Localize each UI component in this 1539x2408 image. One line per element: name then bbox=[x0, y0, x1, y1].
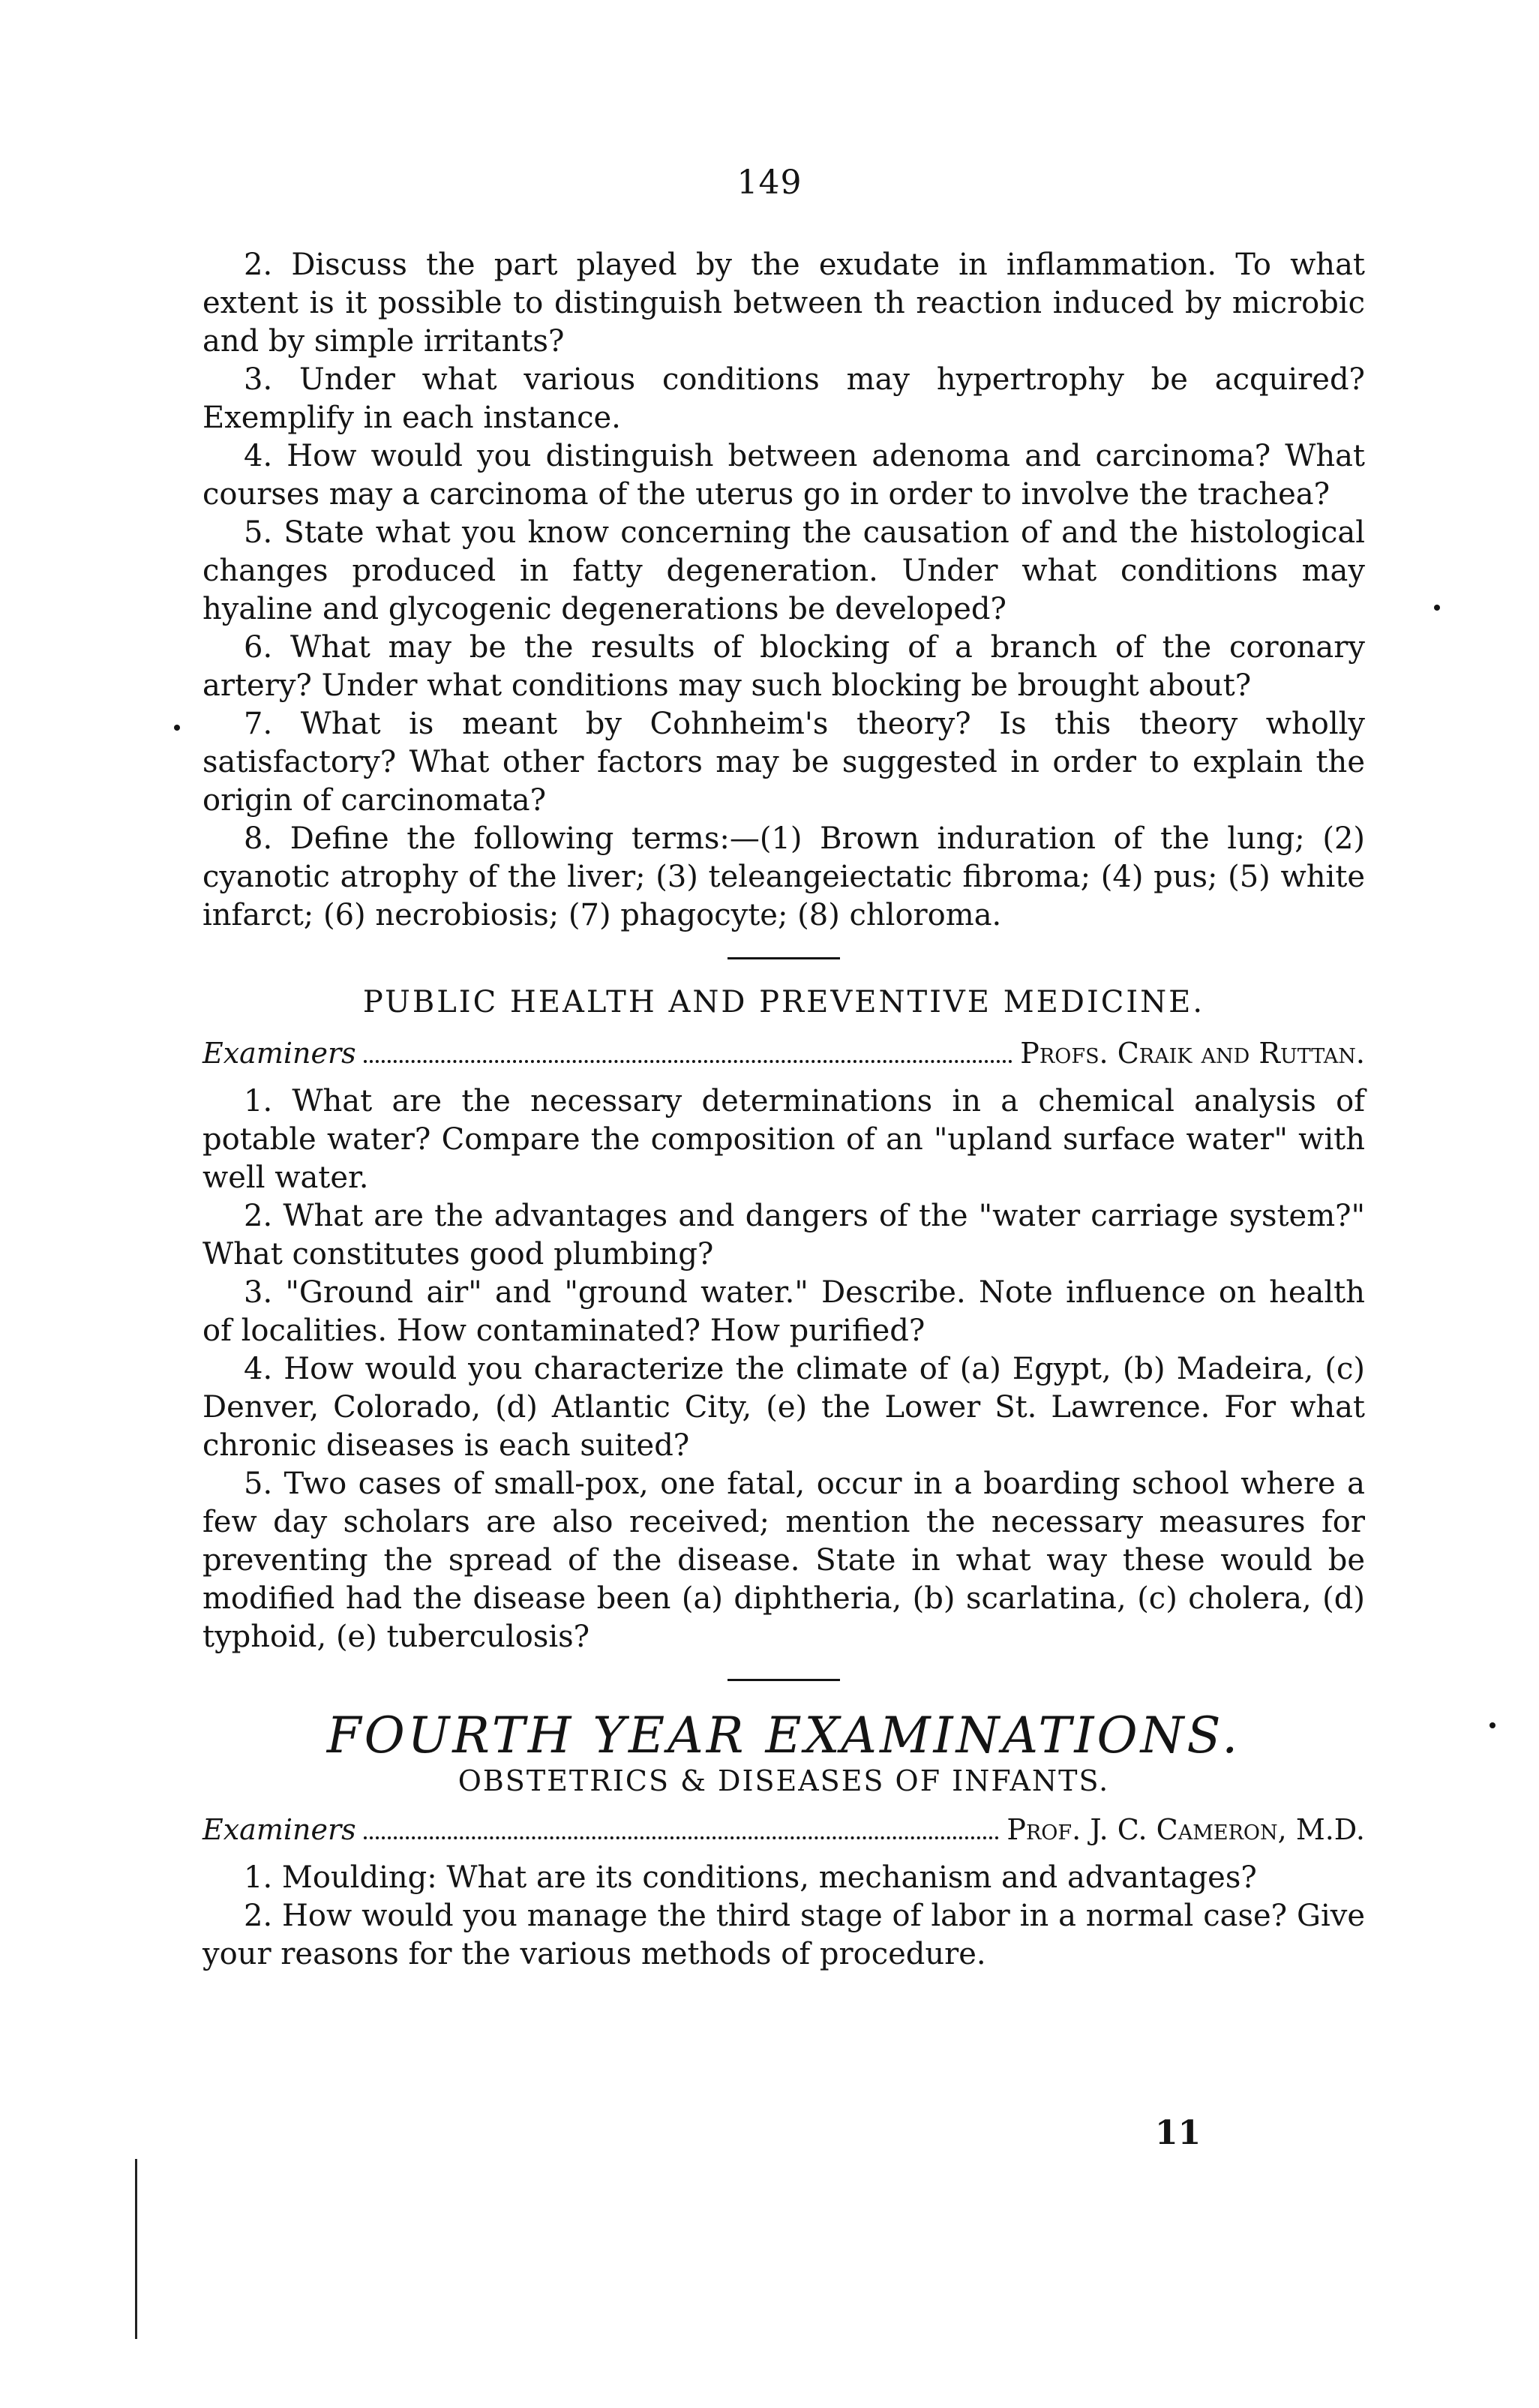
section-heading: PUBLIC HEALTH AND PREVENTIVE MEDICINE. bbox=[362, 985, 1205, 1019]
question-item: 2. Discuss the part played by the exudate in inflammation. To what extent is it possible to distinguish between th reaction induced by microbic and by simple irritants? bbox=[202, 248, 1365, 359]
examiners-label: Examiners bbox=[202, 1037, 356, 1070]
question-item: 5. Two cases of small-pox, one fatal, occur in a boarding school where a few day scholars are also received; mention the necessary measures for preventing the spread of the disease. State in what way these would be modified had the disease been (a) diphtheria, (b) scarlatina, (c) cholera, (d) typhoid, (e) tuberculosis? bbox=[202, 1467, 1365, 1654]
question-item: 4. How would you distinguish between adenoma and carcinoma? What courses may a carcinoma of the uterus go in order to involve the trachea? bbox=[202, 439, 1365, 512]
question-item: 2. What are the advantages and dangers of the "water carriage system?" What constitutes good plumbing? bbox=[202, 1199, 1365, 1272]
section-divider bbox=[728, 1679, 840, 1681]
leader-dots bbox=[364, 1060, 1013, 1063]
margin-speck bbox=[174, 725, 180, 731]
question-item: 5. State what you know concerning the causation of and the histological changes produced in fatty degeneration. Under what conditions may hyaline and glycogenic degenerations be developed? bbox=[202, 515, 1365, 626]
examiners-label: Examiners bbox=[202, 1813, 356, 1846]
page-number: 149 bbox=[736, 164, 802, 202]
scan-edge-line bbox=[135, 2159, 137, 2339]
examiners-names: Profs. Craik and Ruttan. bbox=[1020, 1037, 1365, 1070]
margin-speck bbox=[1490, 1722, 1496, 1728]
margin-speck bbox=[1434, 605, 1440, 611]
question-item: 3. "Ground air" and "ground water." Describe. Note influence on health of localities. How contaminated? How purified? bbox=[202, 1275, 1365, 1348]
question-item: 6. What may be the results of blocking of a branch of the coronary artery? Under what conditions may such blocking be brought about? bbox=[202, 630, 1365, 703]
question-item: 1. What are the necessary determinations in a chemical analysis of potable water? Compare the composition of an "upland surface water" with well water. bbox=[202, 1084, 1365, 1195]
fourth-year-section bbox=[202, 1707, 1365, 1974]
question-item: 4. How would you characterize the climate of (a) Egypt, (b) Madeira, (c) Denver, Colorado, (d) Atlantic City, (e) the Lower St. Lawrence. For what chronic diseases is each suited? bbox=[202, 1352, 1365, 1463]
page-content bbox=[202, 246, 1365, 1974]
question-item: 3. Under what various conditions may hypertrophy be acquired? Exemplify in each instance. bbox=[202, 362, 1365, 435]
public-health-section bbox=[202, 985, 1365, 1656]
leader-dots bbox=[364, 1836, 1000, 1839]
examiners-names: Prof. J. C. Cameron, M.D. bbox=[1006, 1813, 1365, 1846]
section-heading: OBSTETRICS & DISEASES OF INFANTS. bbox=[458, 1764, 1110, 1797]
examiners-line bbox=[202, 1034, 1365, 1072]
major-heading: FOURTH YEAR EXAMINATIONS. bbox=[326, 1707, 1241, 1764]
section-divider bbox=[728, 957, 840, 959]
signature-mark: 11 bbox=[1155, 2114, 1202, 2152]
question-item: 1. Moulding: What are its conditions, mechanism and advantages? bbox=[244, 1860, 1257, 1895]
pathology-questions bbox=[202, 246, 1365, 935]
question-item: 7. What is meant by Cohnheim's theory? Is this theory wholly satisfactory? What other factors may be suggested in order to explain the origin of carcinomata? bbox=[202, 707, 1365, 818]
examiners-line bbox=[202, 1811, 1365, 1848]
question-item: 8. Define the following terms:—(1) Brown induration of the lung; (2) cyanotic atrophy of the liver; (3) teleangeiectatic fibroma; (4) pus; (5) white infarct; (6) necrobiosis; (7) phagocyte; (8) chloroma. bbox=[202, 821, 1365, 932]
question-item: 2. How would you manage the third stage of labor in a normal case? Give your reasons for the various methods of procedure. bbox=[202, 1899, 1365, 1971]
